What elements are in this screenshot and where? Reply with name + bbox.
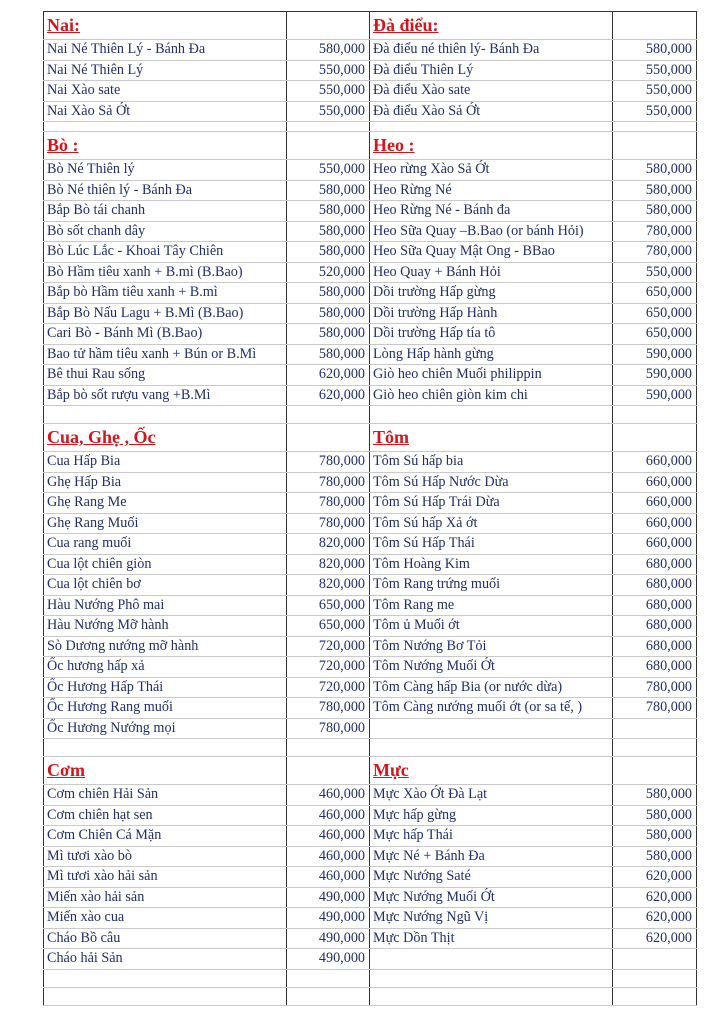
dish-price: 460,000 [287,846,370,867]
dish-price: 660,000 [613,534,697,555]
dish-price: 490,000 [287,887,370,908]
dish-name: Bắp bò Hầm tiêu xanh + B.mì [44,283,287,304]
dish-price: 780,000 [287,452,370,473]
empty-cell [287,987,370,1005]
menu-item-row [44,385,697,406]
dish-name: Heo Sữa Quay Mật Ong - BBao [370,242,613,263]
menu-item-row [44,826,697,847]
dish-name: Ốc Hương Nướng mọi [44,718,287,739]
dish-price: 620,000 [287,385,370,406]
menu-item-row [44,101,697,122]
dish-price: 550,000 [287,60,370,81]
dish-name: Cơm Chiên Cá Mặn [44,826,287,847]
empty-cell [613,122,697,132]
dish-name: Tôm Càng hấp Bia (or nước dừa) [370,677,613,698]
dish-name: Heo Sữa Quay –B.Bao (or bánh Hỏi) [370,221,613,242]
section-heading-row [44,424,697,452]
dish-price: 720,000 [287,677,370,698]
dish-name: Cháo hải Sản [44,949,287,970]
section-heading-row [44,12,697,40]
spacer-row [44,969,697,987]
dish-name: Mực hấp gừng [370,805,613,826]
empty-cell [44,406,287,424]
empty-cell [613,424,697,452]
dish-price: 580,000 [613,805,697,826]
dish-name: Ghẹ Hấp Bia [44,472,287,493]
empty-cell [613,757,697,785]
menu-item-row [44,867,697,888]
dish-price: 580,000 [613,160,697,181]
dish-price: 650,000 [287,595,370,616]
dish-name: Tôm Nướng Muối Ớt [370,657,613,678]
empty-cell [370,122,613,132]
menu-item-row [44,949,697,970]
dish-price: 780,000 [613,242,697,263]
dish-name: Cơm chiên Hải Sản [44,785,287,806]
dish-price: 590,000 [613,365,697,386]
dish-price: 720,000 [287,636,370,657]
dish-price: 580,000 [613,826,697,847]
empty-cell [613,132,697,160]
dish-name: Dồi trường Hấp gừng [370,283,613,304]
spacer-row [44,739,697,757]
empty-cell [370,739,613,757]
dish-name: Mì tươi xào hải sản [44,867,287,888]
dish-name: Tôm Càng nướng muối ớt (or sa tế, ) [370,698,613,719]
dish-name: Mực Dồn Thịt [370,928,613,949]
empty-cell [287,122,370,132]
menu-item-row [44,698,697,719]
dish-price: 620,000 [613,867,697,888]
menu-item-row [44,242,697,263]
menu-item-row [44,554,697,575]
empty-cell [613,406,697,424]
dish-price: 580,000 [287,180,370,201]
dish-price: 680,000 [613,616,697,637]
dish-name: Ốc Hương Hấp Thái [44,677,287,698]
dish-price: 580,000 [287,303,370,324]
dish-price: 780,000 [287,513,370,534]
dish-name: Bắp Bò Nấu Lagu + B.Mì (B.Bao) [44,303,287,324]
dish-price: 580,000 [613,201,697,222]
category-title: Cơm [44,757,287,785]
dish-name: Bắp bò sốt rượu vang +B.Mì [44,385,287,406]
dish-price: 680,000 [613,657,697,678]
empty-cell [287,406,370,424]
menu-item-row [44,303,697,324]
menu-item-row [44,40,697,61]
spacer-row [44,406,697,424]
menu-item-row [44,887,697,908]
dish-name: Bò Né thiên lý - Bánh Đa [44,180,287,201]
dish-name: Cari Bò - Bánh Mì (B.Bao) [44,324,287,345]
menu-item-row [44,513,697,534]
dish-name: Nai Xào sate [44,81,287,102]
menu-item-row [44,636,697,657]
category-title: Cua, Ghẹ , Ốc [44,424,287,452]
dish-name: Tôm Sú hấp Xả ớt [370,513,613,534]
dish-price: 580,000 [287,221,370,242]
dish-price: 490,000 [287,908,370,929]
dish-name: Tôm Sú Hấp Nước Dừa [370,472,613,493]
empty-cell [613,969,697,987]
dish-price: 460,000 [287,805,370,826]
category-title: Đà điểu: [370,12,613,40]
dish-name: Dồi trường Hấp Hành [370,303,613,324]
dish-price: 460,000 [287,826,370,847]
dish-name: Mực Nướng Muối Ớt [370,887,613,908]
dish-price: 780,000 [613,677,697,698]
dish-name: Heo Rừng Né - Bánh đa [370,201,613,222]
dish-name: Nai Né Thiên Lý [44,60,287,81]
empty-cell [44,969,287,987]
dish-name: Heo Rừng Né [370,180,613,201]
empty-cell [287,969,370,987]
dish-price: 550,000 [287,81,370,102]
dish-name: Mì tươi xào bò [44,846,287,867]
dish-price: 680,000 [613,636,697,657]
dish-name: Bò Hầm tiêu xanh + B.mì (B.Bao) [44,262,287,283]
dish-price: 650,000 [613,303,697,324]
dish-price [613,949,697,970]
empty-cell [44,739,287,757]
menu-item-row [44,846,697,867]
dish-price: 580,000 [613,180,697,201]
dish-name: Cháo Bồ câu [44,928,287,949]
dish-name: Mực hấp Thái [370,826,613,847]
empty-cell [287,12,370,40]
menu-item-row [44,805,697,826]
dish-name: Bò sốt chanh dây [44,221,287,242]
dish-name: Bê thui Rau sống [44,365,287,386]
menu-body [44,12,697,1006]
dish-price: 660,000 [613,513,697,534]
menu-item-row [44,677,697,698]
dish-name [370,718,613,739]
dish-name: Hàu Nướng Mỡ hành [44,616,287,637]
dish-price: 620,000 [613,887,697,908]
dish-name: Mực Nướng Saté [370,867,613,888]
category-title: Nai: [44,12,287,40]
dish-price: 680,000 [613,595,697,616]
dish-name: Tôm Sú Hấp Trái Dừa [370,493,613,514]
dish-name: Heo Quay + Bánh Hỏi [370,262,613,283]
dish-price: 580,000 [287,201,370,222]
menu-item-row [44,201,697,222]
dish-price: 780,000 [287,698,370,719]
dish-price: 650,000 [287,616,370,637]
dish-price: 660,000 [613,452,697,473]
dish-price: 650,000 [613,324,697,345]
dish-price: 550,000 [287,160,370,181]
dish-price: 820,000 [287,554,370,575]
menu-item-row [44,472,697,493]
dish-name: Đà điểu Thiên Lý [370,60,613,81]
menu-item-row [44,595,697,616]
menu-table [43,11,697,1006]
dish-price: 590,000 [613,385,697,406]
dish-name: Đà điểu Xào sate [370,81,613,102]
menu-item-row [44,365,697,386]
dish-price: 780,000 [613,221,697,242]
menu-item-row [44,160,697,181]
dish-name: Bò Lúc Lắc - Khoai Tây Chiên [44,242,287,263]
dish-price [613,718,697,739]
empty-cell [44,122,287,132]
dish-name: Cơm chiên hạt sen [44,805,287,826]
dish-price: 490,000 [287,928,370,949]
dish-name: Bò Né Thiên lý [44,160,287,181]
menu-item-row [44,452,697,473]
dish-name: Giò heo chiên giòn kim chi [370,385,613,406]
dish-price: 580,000 [287,242,370,263]
section-heading-row [44,757,697,785]
dish-price: 550,000 [613,60,697,81]
menu-item-row [44,785,697,806]
menu-item-row [44,534,697,555]
menu-item-row [44,262,697,283]
dish-price: 550,000 [287,101,370,122]
empty-cell [370,987,613,1005]
menu-item-row [44,60,697,81]
dish-name: Ghẹ Rang Me [44,493,287,514]
menu-item-row [44,283,697,304]
menu-item-row [44,616,697,637]
empty-cell [370,969,613,987]
dish-price: 580,000 [287,324,370,345]
menu-item-row [44,493,697,514]
dish-name: Cua lột chiên bơ [44,575,287,596]
dish-name: Ghẹ Rang Muối [44,513,287,534]
empty-cell [613,12,697,40]
dish-name: Nai Né Thiên Lý - Bánh Đa [44,40,287,61]
dish-name: Đà điểu né thiên lý- Bánh Đa [370,40,613,61]
dish-name: Tôm Nướng Bơ Tỏi [370,636,613,657]
empty-cell [287,757,370,785]
empty-cell [613,739,697,757]
dish-name: Cua rang muối [44,534,287,555]
dish-price: 580,000 [287,40,370,61]
dish-price: 780,000 [613,698,697,719]
dish-name: Miến xào hải sản [44,887,287,908]
dish-name: Bao tử hầm tiêu xanh + Bún or B.Mì [44,344,287,365]
menu-item-row [44,180,697,201]
section-heading-row [44,132,697,160]
dish-name: Mực Né + Bánh Đa [370,846,613,867]
dish-price: 650,000 [613,283,697,304]
menu-item-row [44,344,697,365]
menu-item-row [44,718,697,739]
dish-name: Đà điểu Xào Sả Ớt [370,101,613,122]
dish-price: 580,000 [287,283,370,304]
dish-name: Hàu Nướng Phô mai [44,595,287,616]
menu-item-row [44,908,697,929]
dish-name: Ốc hương hấp xả [44,657,287,678]
menu-item-row [44,81,697,102]
dish-name: Heo rừng Xào Sả Ớt [370,160,613,181]
dish-price: 780,000 [287,718,370,739]
dish-price: 680,000 [613,554,697,575]
dish-price: 460,000 [287,867,370,888]
dish-price: 820,000 [287,534,370,555]
category-title: Mực [370,757,613,785]
category-title: Bò : [44,132,287,160]
category-title: Tôm [370,424,613,452]
dish-name: Nai Xào Sả Ớt [44,101,287,122]
dish-price: 620,000 [613,908,697,929]
dish-price: 580,000 [613,846,697,867]
dish-name: Sò Dương nướng mỡ hành [44,636,287,657]
dish-name: Tôm Rang trứng muối [370,575,613,596]
menu-item-row [44,221,697,242]
dish-price: 780,000 [287,472,370,493]
spacer-row [44,987,697,1005]
dish-price: 620,000 [613,928,697,949]
dish-name: Tôm Sú Hấp Thái [370,534,613,555]
dish-price: 580,000 [287,344,370,365]
dish-name: Mực Nướng Ngũ Vị [370,908,613,929]
menu-item-row [44,324,697,345]
dish-name: Miến xào cua [44,908,287,929]
dish-name: Tôm Rang me [370,595,613,616]
dish-price: 550,000 [613,81,697,102]
dish-price: 720,000 [287,657,370,678]
dish-name: Mực Xào Ớt Đà Lạt [370,785,613,806]
menu-item-row [44,575,697,596]
dish-price: 490,000 [287,949,370,970]
dish-price: 680,000 [613,575,697,596]
dish-price: 550,000 [613,101,697,122]
empty-cell [287,424,370,452]
category-title: Heo : [370,132,613,160]
spacer-row [44,122,697,132]
dish-price: 520,000 [287,262,370,283]
dish-name: Tôm Hoàng Kim [370,554,613,575]
dish-name: Cua Hấp Bia [44,452,287,473]
menu-item-row [44,928,697,949]
dish-price: 820,000 [287,575,370,596]
dish-name: Ốc Hương Rang muối [44,698,287,719]
dish-name: Dồi trường Hấp tía tô [370,324,613,345]
dish-name: Tôm ủ Muối ớt [370,616,613,637]
dish-price: 580,000 [613,785,697,806]
empty-cell [44,987,287,1005]
dish-name: Cua lột chiên giòn [44,554,287,575]
empty-cell [613,987,697,1005]
empty-cell [370,406,613,424]
menu-item-row [44,657,697,678]
dish-name: Giò heo chiên Muối philippin [370,365,613,386]
dish-price: 590,000 [613,344,697,365]
dish-price: 550,000 [613,262,697,283]
dish-price: 780,000 [287,493,370,514]
empty-cell [287,739,370,757]
dish-price: 580,000 [613,40,697,61]
empty-cell [287,132,370,160]
dish-price: 660,000 [613,472,697,493]
dish-price: 660,000 [613,493,697,514]
dish-price: 460,000 [287,785,370,806]
dish-price: 620,000 [287,365,370,386]
dish-name: Tôm Sú hấp bia [370,452,613,473]
dish-name [370,949,613,970]
dish-name: Bắp Bò tái chanh [44,201,287,222]
dish-name: Lòng Hấp hành gừng [370,344,613,365]
